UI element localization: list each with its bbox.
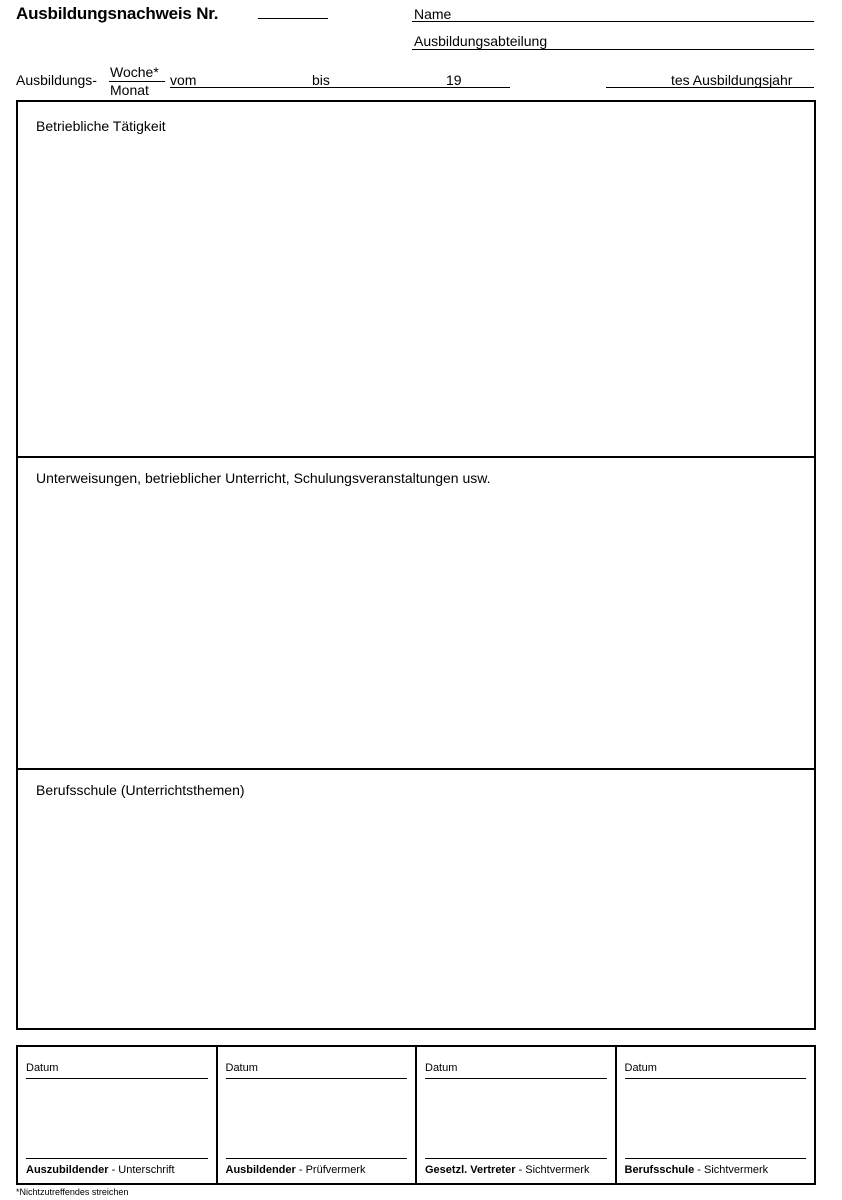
from-label: vom bbox=[170, 72, 197, 88]
year-prefix: 19 bbox=[446, 72, 462, 88]
form-title: Ausbildungsnachweis Nr. bbox=[16, 4, 219, 23]
role-action: - Sichtvermerk bbox=[694, 1164, 769, 1176]
section-vocational-school[interactable] bbox=[18, 770, 814, 1028]
role-name: Ausbildender bbox=[225, 1164, 296, 1176]
signature-line[interactable] bbox=[625, 1158, 807, 1159]
week-month-selector bbox=[109, 64, 165, 99]
date-label: Datum bbox=[425, 1062, 458, 1074]
signature-role bbox=[26, 1164, 175, 1176]
section-label: Betriebliche Tätigkeit bbox=[36, 118, 166, 134]
signature-role bbox=[226, 1164, 366, 1176]
role-action: - Prüfvermerk bbox=[295, 1164, 366, 1176]
signature-role bbox=[425, 1164, 589, 1176]
training-year-label: tes Ausbildungsjahr bbox=[671, 72, 793, 88]
signature-role bbox=[625, 1164, 769, 1176]
department-label: Ausbildungsabteilung bbox=[414, 33, 548, 49]
date-label: Datum bbox=[624, 1062, 657, 1074]
date-line[interactable] bbox=[226, 1078, 408, 1079]
section-instruction[interactable] bbox=[18, 458, 814, 770]
report-number-line[interactable] bbox=[258, 4, 328, 19]
signature-cell-vocational-school[interactable] bbox=[617, 1047, 815, 1183]
week-option[interactable]: Woche* bbox=[109, 64, 165, 82]
department-line[interactable] bbox=[412, 33, 814, 50]
signature-cell-trainer[interactable] bbox=[218, 1047, 418, 1183]
month-option[interactable]: Monat bbox=[110, 82, 149, 98]
date-line[interactable] bbox=[26, 1078, 208, 1079]
signature-cell-trainee[interactable] bbox=[18, 1047, 218, 1183]
signature-line[interactable] bbox=[425, 1158, 607, 1159]
section-company-activity[interactable] bbox=[18, 102, 814, 458]
date-line[interactable] bbox=[425, 1078, 607, 1079]
section-label: Unterweisungen, betrieblicher Unterricht, Schulungsveranstaltungen usw. bbox=[36, 470, 491, 486]
name-line[interactable] bbox=[412, 6, 814, 22]
role-action: - Sichtvermerk bbox=[515, 1164, 590, 1176]
signature-row bbox=[16, 1045, 816, 1185]
section-label: Berufsschule (Unterrichtsthemen) bbox=[36, 782, 245, 798]
signature-line[interactable] bbox=[26, 1158, 208, 1159]
period-prefix: Ausbildungs- bbox=[16, 72, 97, 88]
signature-cell-legal-guardian[interactable] bbox=[417, 1047, 617, 1183]
role-name: Berufsschule bbox=[624, 1164, 695, 1176]
date-label: Datum bbox=[26, 1062, 59, 1074]
role-name: Gesetzl. Vertreter bbox=[425, 1164, 516, 1176]
from-date-line[interactable] bbox=[170, 72, 310, 88]
name-label: Name bbox=[414, 6, 452, 22]
role-action: - Unterschrift bbox=[108, 1164, 175, 1176]
to-date-line[interactable] bbox=[310, 72, 510, 88]
report-box bbox=[16, 100, 816, 1030]
date-label: Datum bbox=[225, 1062, 258, 1074]
role-name: Auszubildender bbox=[26, 1164, 109, 1176]
signature-line[interactable] bbox=[226, 1158, 408, 1159]
footnote: *Nichtzutreffendes streichen bbox=[16, 1187, 129, 1197]
date-line[interactable] bbox=[625, 1078, 807, 1079]
to-label: bis bbox=[312, 72, 330, 88]
